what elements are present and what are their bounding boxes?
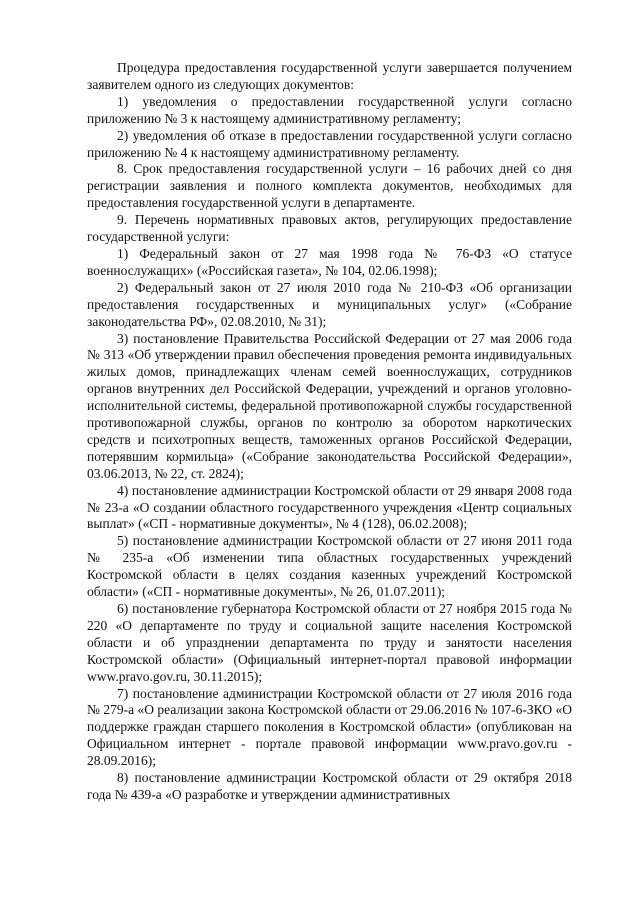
paragraph-section-9: 9. Перечень нормативных правовых актов, регулирующих предоставление государственной услуги:: [87, 212, 572, 245]
paragraph-law-4: 4) постановление администрации Костромской области от 29 января 2008 года № 23-а «О создании областного государственного учреждения «Центр социальных выплат» («СП - нормативные документы», № 4 (128), 06.02.2008);: [87, 482, 572, 532]
paragraph-law-8: 8) постановление администрации Костромской области от 29 октября 2018 года № 439-а «О разработке и утверждении административных: [87, 770, 572, 802]
paragraph-law-5: 5) постановление администрации Костромской области от 27 июня 2011 года № 235-а «Об изменении типа областных государственных учреждений Костромской области в целях создания казенных учреждений Костромской области» («СП - нормативные документы», № 26, 01.07.2011);: [87, 533, 572, 600]
paragraph-law-6: 6) постановление губернатора Костромской области от 27 ноября 2015 года № 220 «О департаменте по труду и социальной защите населения Костромской области и об упразднении департамента по труду и занятости населения Костромской области» (Официальный интернет-портал правовой информации www.pravo.gov.ru, 30.11.2015);: [87, 601, 572, 684]
paragraph-procedure: Процедура предоставления государственной услуги завершается получением заявителем одного из следующих документов:: [87, 60, 572, 92]
paragraph-item-1-notice: 1) уведомления о предоставлении государственной услуги согласно приложению № 3 к настоящему административному регламенту;: [87, 93, 572, 126]
paragraph-law-7: 7) постановление администрации Костромской области от 27 июля 2016 года № 279-а «О реализации закона Костромской области от 29.06.2016 № 107-6-ЗКО «О поддержке граждан старшего поколения в Костромской области» (опубликован на Официальном интернет - портале правовой информации www.pravo.gov.ru - 28.09.2016);: [87, 685, 572, 769]
paragraph-item-2-refusal: 2) уведомления об отказе в предоставлении государственной услуги согласно приложению № 4 к настоящему административному регламенту.: [87, 127, 572, 160]
paragraph-law-3: 3) постановление Правительства Российской Федерации от 27 мая 2006 года № 313 «Об утверждении правил обеспечения проведения ремонта индивидуальных жилых домов, принадлежащих членам семей военнослужащих, сотрудников органов внутренних дел Российской Федерации, учреждений и органов уголовно-исполнительной системы, федеральной противопожарной службы государственной противопожарной службы, органов по контролю за оборотом наркотических средств и психотропных веществ, таможенных органов Российской Федерации, потерявшим кормильца» («Собрание законодательства Российской Федерации», 03.06.2013, № 22, ст. 2824);: [87, 330, 572, 481]
paragraph-law-2: 2) Федеральный закон от 27 июля 2010 года № 210-ФЗ «Об организации предоставления государственных и муниципальных услуг» («Собрание законодательства РФ», 02.08.2010, № 31);: [87, 279, 572, 329]
paragraph-section-8: 8. Срок предоставления государственной услуги – 16 рабочих дней со дня регистрации заявления и полного комплекта документов, необходимых для предоставления государственной услуги в департаменте.: [87, 161, 572, 211]
paragraph-law-1: 1) Федеральный закон от 27 мая 1998 года № 76-ФЗ «О статусе военнослужащих» («Российская газета», № 104, 02.06.1998);: [87, 245, 572, 278]
document-page: [87, 60, 572, 804]
